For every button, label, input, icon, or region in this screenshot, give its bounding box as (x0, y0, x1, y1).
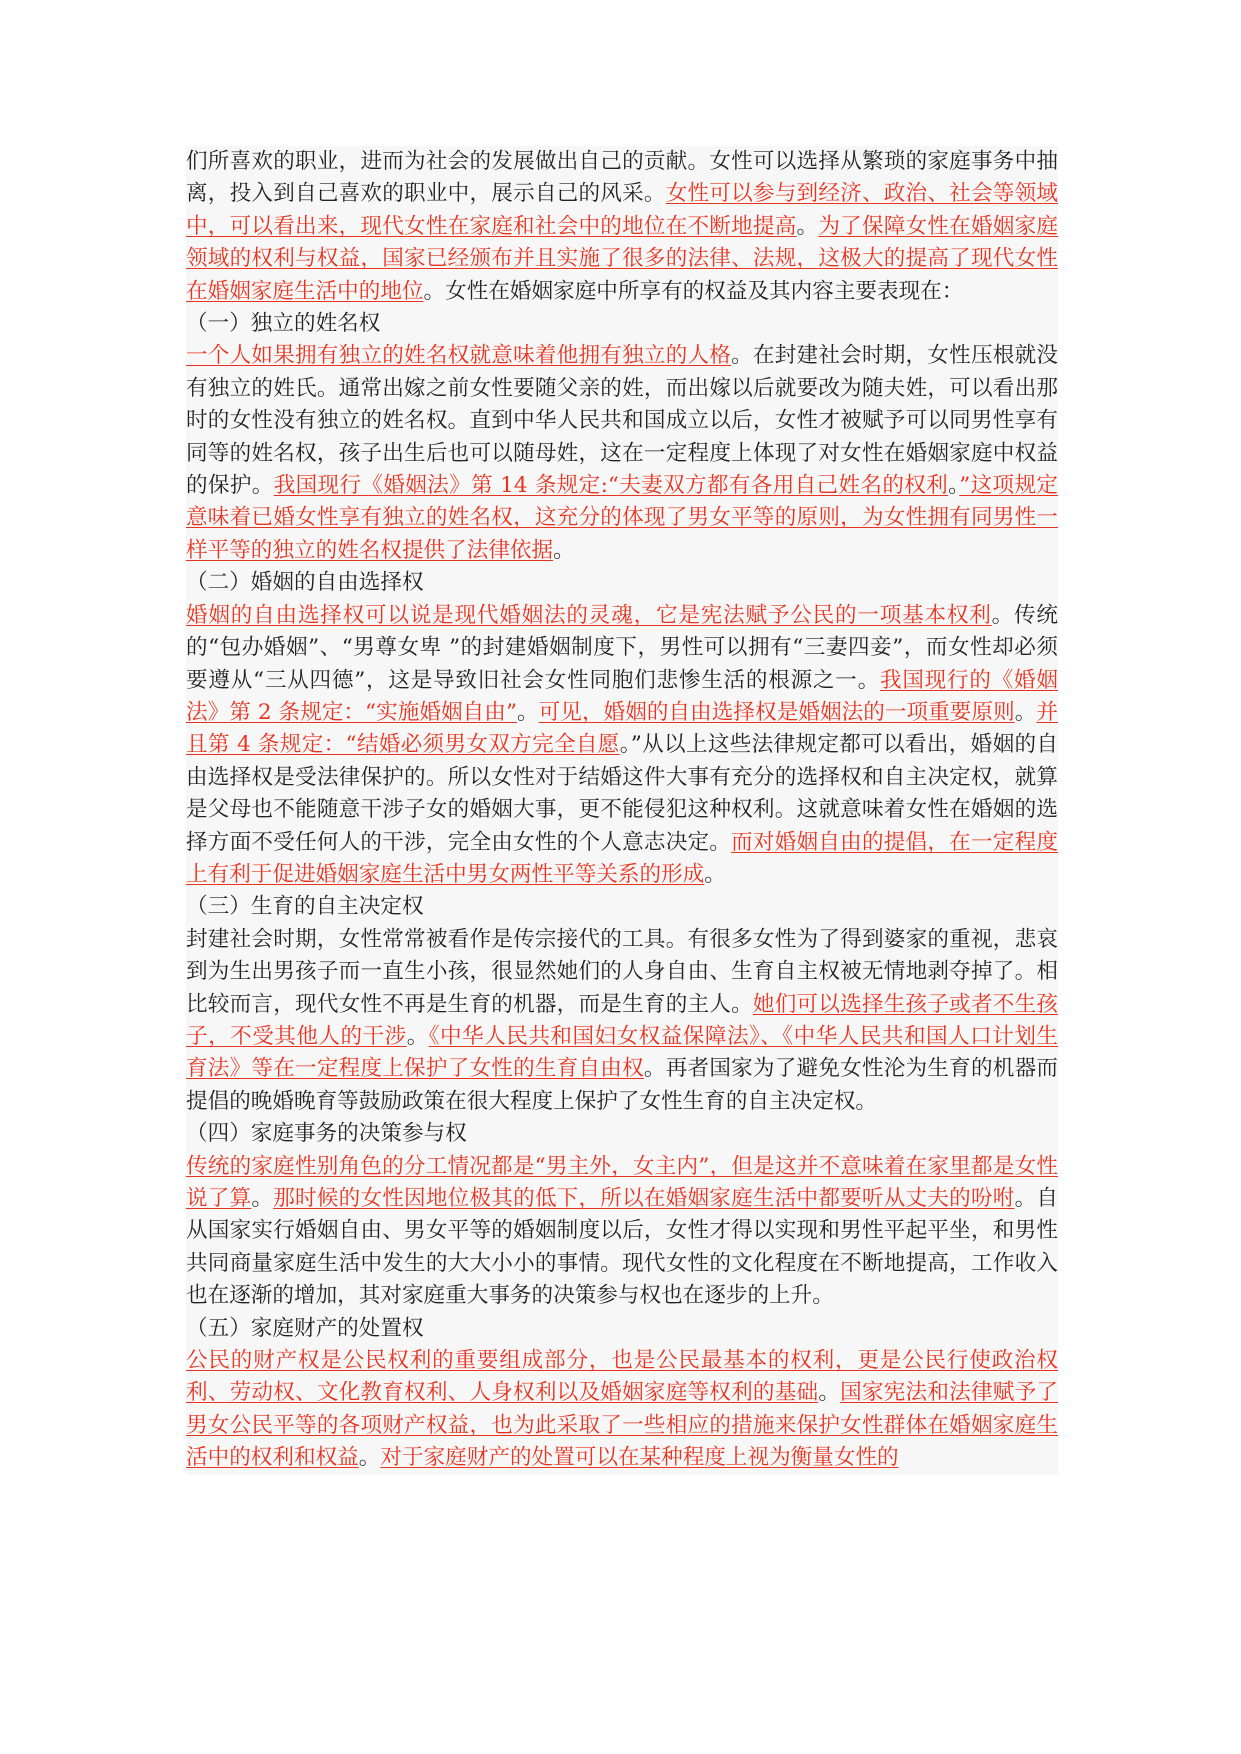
paragraph (186, 1345, 1058, 1475)
paragraph (186, 146, 1058, 308)
text-segment: （三）生育的自主决定权 (186, 894, 424, 920)
text-segment: （一）独立的姓名权 (186, 311, 381, 337)
text-segment: 。 (796, 213, 819, 239)
highlighted-text: 我国现行《婚姻法》第 14 条规定:“夫妻双方都有各用自己姓名的权利 (273, 473, 949, 499)
section-heading (186, 1118, 1058, 1150)
text-segment: 。 (818, 1380, 841, 1406)
text-segment: 。 (406, 1023, 429, 1049)
text-segment: 。 (358, 1445, 381, 1471)
text-segment: 。再者国家为了避免女性沦为生育的机器而提倡的晚婚晚育等鼓励政策在很大程度上保护了女性生育的自主决定权。 (186, 1056, 1058, 1114)
highlighted-text: 并且第 4 条规定：“结婚必须男女双方完全自愿 (186, 699, 1058, 758)
text-segment: 。传统的“包办婚姻”、“男尊女卑 ”的封建婚姻制度下，男性可以拥有“三妻四妾”，而女性却必须要遵从“三从四德”，这是导致旧社会女性同胞们悲惨生活的根源之一。 (186, 602, 1058, 693)
highlighted-text: 而对婚姻自由的提倡，在一定程度上有利于促进婚姻家庭生活中男女两性平等关系的形成 (186, 829, 1058, 887)
text-segment: 。 (1014, 699, 1037, 725)
paragraph (186, 340, 1058, 567)
text-segment: 。自从国家实行婚姻自由、男女平等的婚姻制度以后，女性才得以实现和男性平起平坐，和男性共同商量家庭生活中发生的大大小小的事情。现代女性的文化程度在不断地提高，工作收入也在逐渐的增加，其对家庭重大事务的决策参与权也在逐步的上升。 (186, 1186, 1058, 1309)
highlighted-text: 为了保障女性在婚姻家庭领域的权利与权益，国家已经颁布并且实施了很多的法律、法规，这极大的提高了现代女性在婚姻家庭生活中的地位 (186, 213, 1058, 304)
highlighted-text: ”这项规定意味着已婚女性享有独立的姓名权，这充分的体现了男女平等的原则，为女性拥有同男性一样平等的独立的姓名权提供了法律依据 (186, 473, 1058, 563)
text-segment: 。 (516, 699, 539, 725)
text-segment: 。在封建社会时期，女性压根就没有独立的姓氏。通常出嫁之前女性要随父亲的姓，而出嫁以后就要改为随夫姓，可以看出那时的女性没有独立的姓名权。直到中华人民共和国成立以后，女性才被赋予可以同男性享有同等的姓名权，孩子出生后也可以随母姓，这在一定程度上体现了对女性在婚姻家庭中权益的保护。 (186, 343, 1058, 499)
paragraph (186, 1151, 1058, 1313)
section-heading (186, 567, 1058, 599)
highlighted-text: 她们可以选择生孩子或者不生孩子，不受其他人的干涉 (186, 991, 1058, 1049)
highlighted-text: 可见，婚姻的自由选择权是婚姻法的一项重要原则 (538, 699, 1015, 725)
section-heading (186, 308, 1058, 340)
paragraph (186, 600, 1058, 892)
highlighted-text: 国家宪法和法律赋予了男女公民平等的各项财产权益，也为此采取了一些相应的措施来保护女性群体在婚姻家庭生活中的权利和权益 (186, 1380, 1058, 1471)
text-segment: 。 (704, 861, 726, 887)
text-segment: 。 (948, 473, 960, 499)
highlighted-text: 那时候的女性因地位极其的低下，所以在婚姻家庭生活中都要听从丈夫的吩咐 (273, 1186, 1015, 1211)
text-segment: 。 (553, 537, 575, 563)
text-segment: （二）婚姻的自由选择权 (186, 570, 424, 596)
highlighted-text: 公民的财产权是公民权利的重要组成部分，也是公民最基本的权利，更是公民行使政治权利、劳动权、文化教育权利、人身权利以及婚姻家庭等权利的基础 (186, 1348, 1058, 1406)
highlighted-text: 对于家庭财产的处置可以在某种程度上视为衡量女性的 (380, 1445, 899, 1471)
text-segment: 。女性在婚姻家庭中所享有的权益及其内容主要表现在： (423, 278, 964, 304)
highlighted-text: 我国现行的《婚姻法》第 2 条规定：“实施婚姻自由” (186, 667, 1058, 725)
text-segment: 封建社会时期，女性常常被看作是传宗接代的工具。有很多女性为了得到婆家的重视，悲哀到为生出男孩子而一直生小孩，很显然她们的人身自由、生育自主权被无情地剥夺掉了。相比较而言，现代女性不再是生育的机器，而是生育的主人。 (186, 926, 1058, 1017)
paragraph (186, 924, 1058, 1118)
text-segment: 。”从以上这些法律规定都可以看出，婚姻的自由选择权是受法律保护的。所以女性对于结婚这件大事有充分的选择权和自主决定权，就算是父母也不能随意干涉子女的婚姻大事，更不能侵犯这种权利。这就意味着女性在婚姻的选择方面不受任何人的干涉，完全由女性的个人意志决定。 (186, 732, 1058, 855)
highlighted-text: 婚姻的自由选择权可以说是现代婚姻法的灵魂，它是宪法赋予公民的一项基本权利 (186, 602, 992, 628)
text-segment: 。 (251, 1186, 274, 1211)
section-heading (186, 891, 1058, 923)
document-body (186, 146, 1058, 1475)
text-segment: （四）家庭事务的决策参与权 (186, 1121, 467, 1147)
highlighted-text: 《中华人民共和国妇女权益保障法》、《中华人民共和国人口计划生育法》等在一定程度上保护了女性的生育自由权 (186, 1023, 1058, 1082)
highlighted-text: 传统的家庭性别角色的分工情况都是“男主外，女主内”，但是这并不意味着在家里都是女性说了算 (186, 1153, 1058, 1211)
text-segment: 们所喜欢的职业，进而为社会的发展做出自己的贡献。女性可以选择从繁琐的家庭事务中抽离，投入到自己喜欢的职业中，展示自己的风采。 (186, 149, 1058, 207)
section-heading (186, 1313, 1058, 1345)
highlighted-text: 一个人如果拥有独立的姓名权就意味着他拥有独立的人格 (186, 343, 732, 369)
highlighted-text: 女性可以参与到经济、政治、社会等领域中，可以看出来，现代女性在家庭和社会中的地位在不断地提高 (186, 181, 1058, 239)
text-segment: （五）家庭财产的处置权 (186, 1315, 424, 1341)
